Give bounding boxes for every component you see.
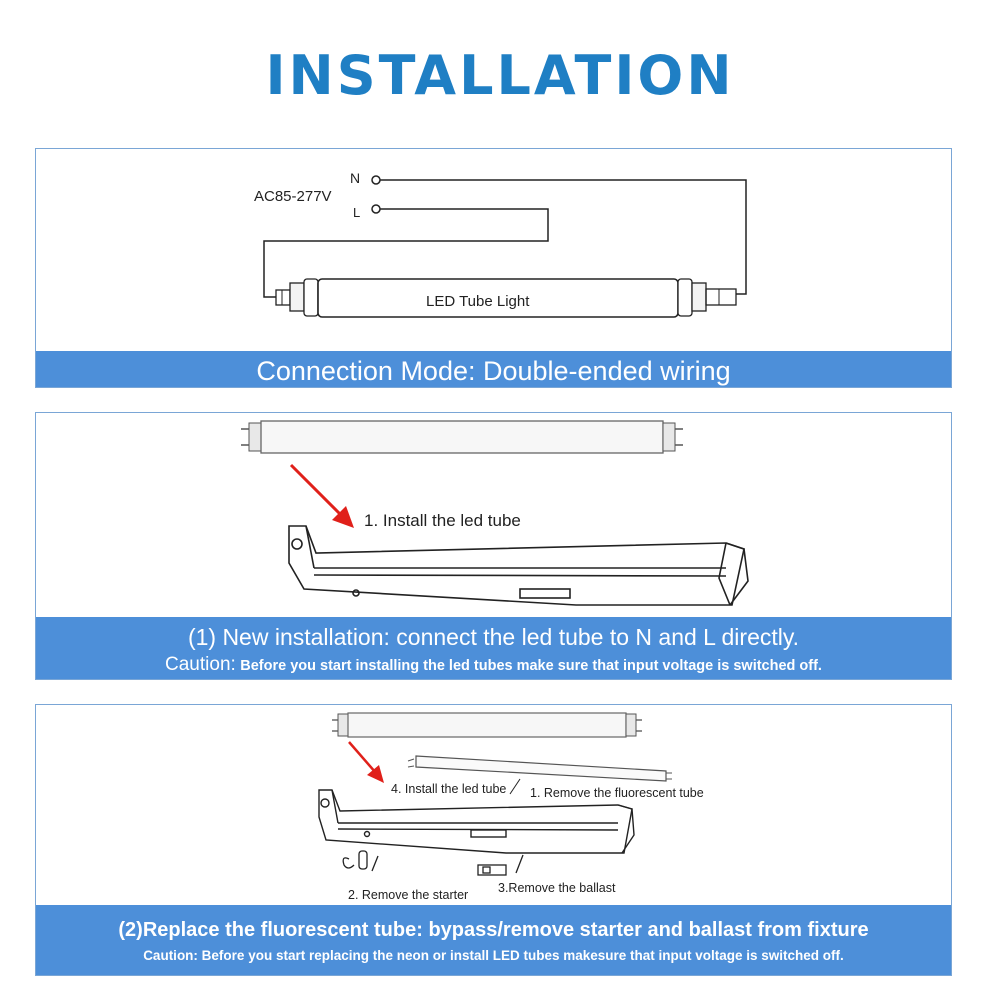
terminal-l-label: L (353, 205, 361, 220)
wiring-diagram-panel (35, 148, 952, 388)
terminal-l (372, 205, 380, 213)
replace-fluorescent-caution: Caution: Before you start replacing the neon or install LED tubes makesure that input voltage is switched off. (143, 948, 844, 963)
new-installation-banner (36, 617, 951, 680)
page-title: INSTALLATION (265, 44, 735, 107)
fluorescent-tube (408, 756, 672, 781)
install-arrow (349, 742, 384, 783)
ballast (478, 855, 523, 875)
connection-mode-text: Connection Mode: Double-ended wiring (256, 356, 731, 386)
step1-pointer (510, 779, 520, 794)
new-installation-text: (1) New installation: connect the led tube to N and L directly. (187, 624, 800, 650)
terminal-n-label: N (350, 170, 361, 186)
voltage-label: AC85-277V (254, 188, 332, 205)
install-step-label: 1. Install the led tube (364, 511, 521, 530)
wire-n (380, 180, 746, 294)
tube-label: LED Tube Light (426, 293, 530, 310)
step2-label: 2. Remove the starter (348, 888, 469, 902)
connection-mode-banner (36, 351, 951, 388)
step1-label: 1. Remove the fluorescent tube (530, 786, 704, 800)
led-tube (332, 713, 642, 737)
led-tube (241, 421, 683, 453)
new-installation-caution (36, 654, 951, 677)
replace-fluorescent-text: (2)Replace the fluorescent tube: bypass/remove starter and ballast from fixture (118, 919, 869, 941)
replace-fluorescent-banner (36, 905, 951, 976)
step3-label: 3.Remove the ballast (498, 881, 616, 895)
starter (343, 851, 378, 871)
caution-text: Before you start installing the led tubes make sure that input voltage is switched off. (240, 658, 822, 674)
light-fixture (289, 526, 748, 605)
step4-label: 4. Install the led tube (391, 782, 507, 796)
new-installation-panel (35, 412, 952, 680)
caution-prefix: Caution: (165, 654, 236, 675)
install-arrow (291, 465, 354, 528)
replace-fluorescent-panel (35, 704, 952, 976)
terminal-n (372, 176, 380, 184)
